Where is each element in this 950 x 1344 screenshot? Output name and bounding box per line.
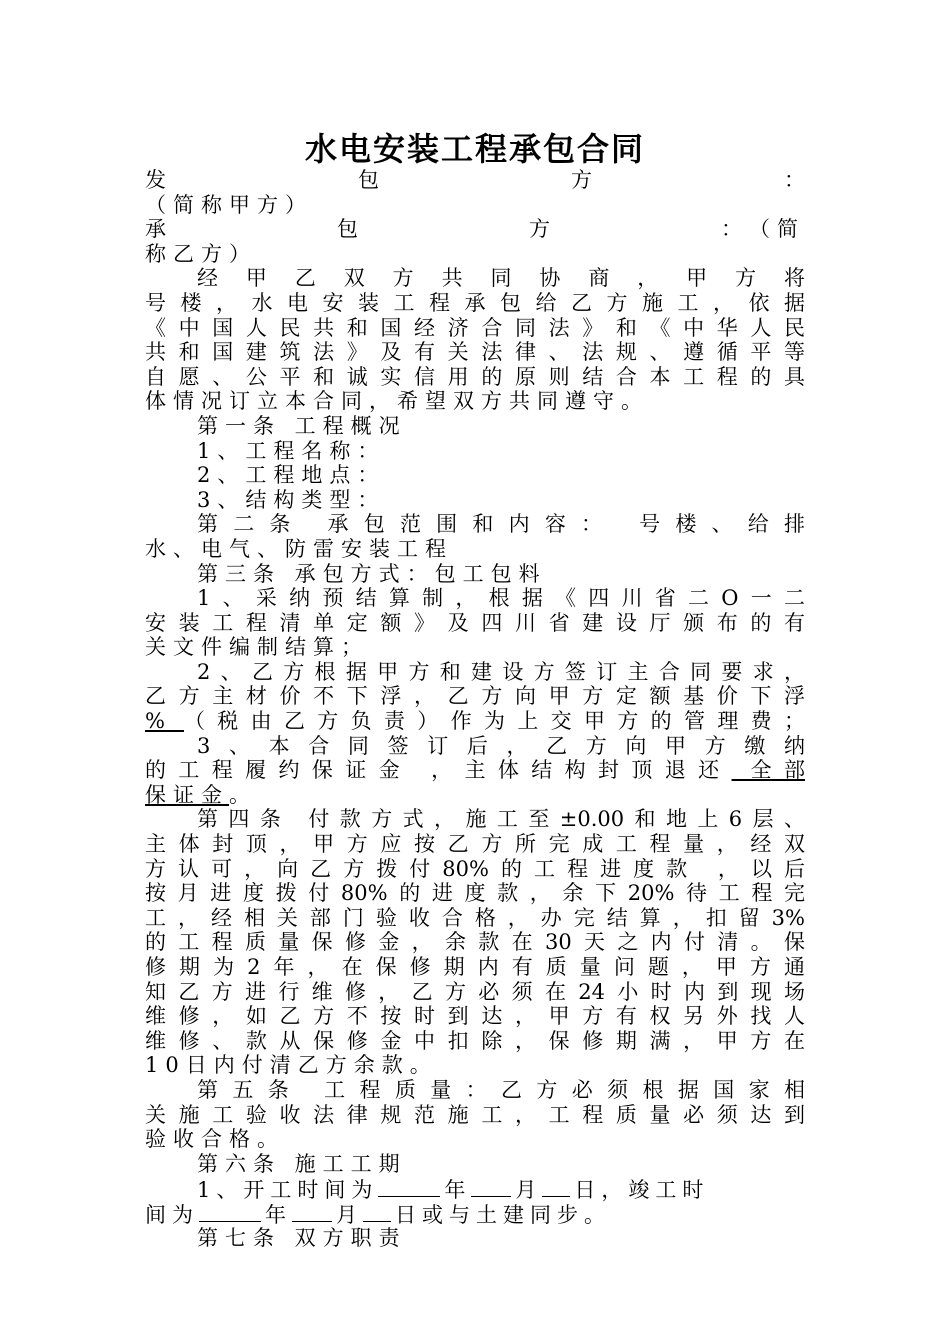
period-text: 1、开工时间为	[197, 1178, 379, 1203]
text-line	[145, 783, 805, 808]
text-line: 共和国建筑法》及有关法律、法规、遵循平等	[145, 340, 805, 365]
line-text: 承包方：	[145, 217, 749, 242]
text-line: 关文件编制结算；	[145, 635, 369, 660]
text-line: 验收合格。	[145, 1127, 285, 1152]
text-line: 知乙方进行维修，乙方必须在24小时内到现场	[145, 979, 805, 1004]
text-line: 1、采纳预结算制，根据《四川省二O一二	[197, 586, 805, 611]
text-line: 水、电气、防雷安装工程	[145, 536, 453, 561]
text-line: 10日内付清乙方余款。	[145, 1053, 438, 1078]
text-line: 发包方：	[145, 168, 805, 192]
text-line: 号楼，水电安装工程承包给乙方施工，依据	[145, 290, 805, 315]
period-text: 日，竣工时	[574, 1178, 710, 1203]
text-line: 第三条 承包方式：包工包料	[197, 561, 547, 586]
contract-body	[145, 168, 805, 1250]
text-line: 按月进度拨付80%的进度款，余下20%待工程完	[145, 881, 805, 906]
text-line: 第一条 工程概况	[197, 413, 407, 438]
fill-blank	[292, 1201, 332, 1222]
text-line: 2、工程地点：	[197, 463, 386, 488]
fill-blank	[378, 1176, 440, 1197]
text-line: 体情况订立本合同，希望双方共同遵守。	[145, 389, 649, 414]
article-7-heading: 第七条 双方职责	[197, 1225, 407, 1250]
text-line: 3、结构类型：	[197, 487, 386, 512]
text-line: 1、工程名称：	[197, 438, 386, 463]
line-tail: （简	[749, 217, 805, 242]
text-line: 第六条 施工工期	[197, 1151, 407, 1176]
line-text: （税由乙方负责）作为上交甲方的管理费；	[183, 709, 805, 734]
fill-blank	[471, 1176, 511, 1197]
fill-blank	[363, 1201, 391, 1222]
text-line: 经甲乙双方共同协商，甲方将	[197, 266, 805, 291]
text-line: 3、本合同签订后，乙方向甲方缴纳	[197, 733, 805, 758]
text-line: 工，经相关部门验收合格，办完结算，扣留3%	[145, 905, 805, 930]
underlined-text: 保证金	[145, 782, 229, 807]
period-text: 年	[444, 1178, 472, 1203]
text-line: （简称甲方）	[145, 192, 313, 217]
text-line: 2、乙方根据甲方和建设方签订主合同要求，	[197, 659, 805, 684]
underlined-text: %	[145, 709, 184, 734]
text-line	[145, 758, 805, 783]
period-text: 月	[515, 1178, 543, 1203]
period-text: 间为	[145, 1202, 199, 1227]
text-line	[145, 217, 805, 242]
text-line: 第二条 承包范围和内容： 号楼、给排	[197, 512, 805, 537]
text-line: 关施工验收法律规范施工，工程质量必须达到	[145, 1102, 805, 1127]
text-line: 安装工程清单定额》及四川省建设厅颁布的有	[145, 610, 805, 635]
document-title: 水电安装工程承包合同	[304, 130, 645, 168]
text-line: 自愿、公平和诚实信用的原则结合本工程的具	[145, 364, 805, 389]
period-line	[145, 1201, 805, 1226]
text-line: 维修，如乙方不按时到达，甲方有权另外找人	[145, 1004, 805, 1029]
fill-blank	[542, 1176, 570, 1197]
period-line	[145, 1176, 805, 1201]
line-text: 。	[229, 782, 257, 807]
text-line: 维修、款从保修金中扣除，保修期满，甲方在	[145, 1028, 805, 1053]
text-line: 乙方主材价不下浮，乙方向甲方定额基价下浮	[145, 684, 805, 709]
text-line: 称乙方）	[145, 241, 257, 266]
period-text: 月	[336, 1202, 363, 1227]
text-line: 主体封顶，甲方应按乙方所完成工程量，经双	[145, 832, 805, 857]
text-line: 方认可，向乙方拨付80%的工程进度款 ，以后	[145, 856, 805, 881]
text-line: 第四条 付款方式，施工至±0.00和地上6层、	[197, 807, 805, 832]
period-text: 日或与土建同步。	[395, 1202, 611, 1227]
text-line: 修期为2年，在保修期内有质量问题，甲方通	[145, 955, 805, 979]
text-line: 的工程质量保修金，余款在30天之内付清。保	[145, 930, 805, 955]
underlined-text: 全部	[731, 758, 805, 783]
text-line: 《中国人民共和国经济合同法》和《中华人民	[145, 315, 805, 340]
period-text: 年	[265, 1202, 292, 1227]
fill-blank	[199, 1201, 261, 1222]
line-text: 的工程履约保证金 ，主体结构封顶退还	[145, 758, 732, 783]
text-line: 第五条 工程质量：乙方必须根据国家相	[197, 1077, 805, 1102]
text-line	[145, 709, 805, 734]
